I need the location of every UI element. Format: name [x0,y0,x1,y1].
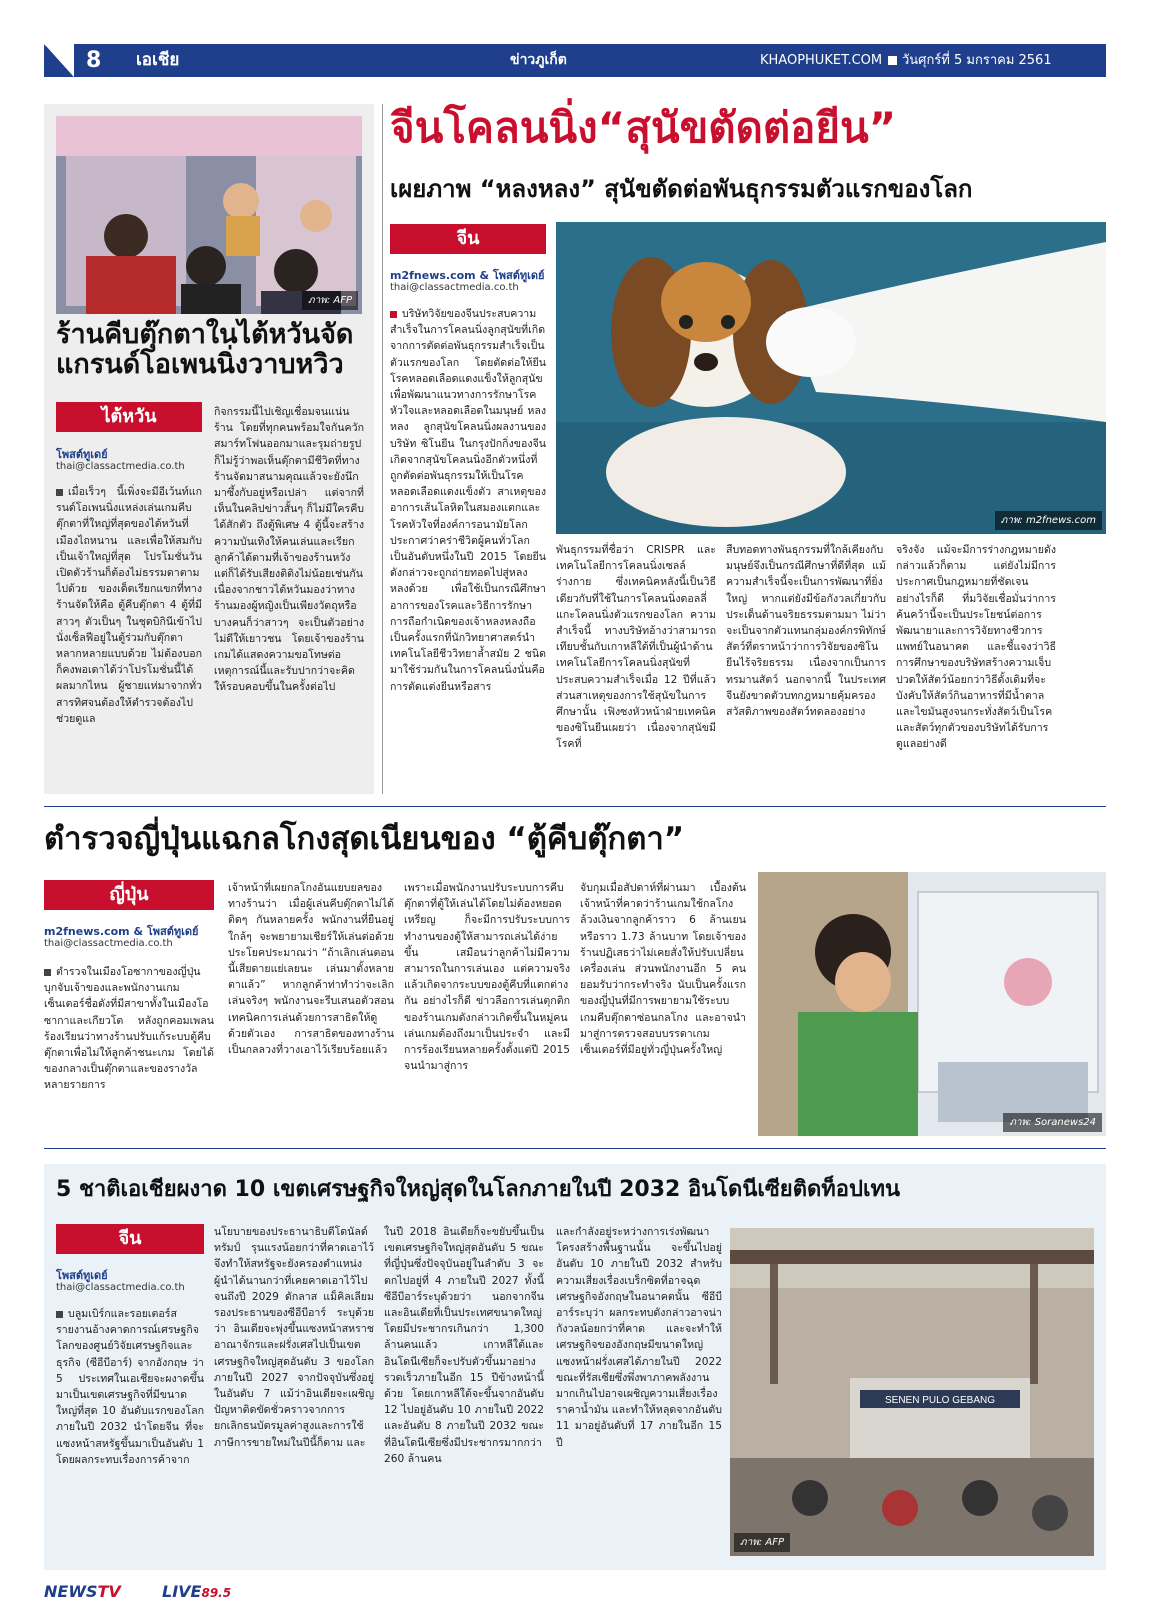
byline-email[interactable]: thai@classactmedia.co.th [44,938,173,949]
article-column: กิจกรรมนี้ไปเชิญเชื่อมจนแน่นร้าน โดยที่ทุกคนพร้อมใจกันควักสมาร์ทโฟนออกมาและรุมถ่ายรูป ก็ไม่รู้ว่าพอเห็นตุ๊กตามีชีวิตที่ทางร้านจัดมาสนามคุณแล้วจะยังนึกมาซึ้งกับอยู่หรือเปล่า แต่จากที่เห็นในคลิปข่าวสั้นๆ ก็ไม่มีใครคีบได้สักตัว ถึงตู้พิเศษ 4 ตู้นี้จะสร้างความบันเทิงให้คนเล่นและเรียกลูกค้าได้ตามที่เจ้าของร้านหวังแต่ก็ได้รับเสียงติติงไม่น้อยเช่นกัน เนื่องจากชาวไต้หวันมองว่าทางร้านมองผู้หญิงเป็นเพียงวัตถุหรือบางคนก็ว่าสาวๆ จะเป็นตัวอย่างไม่ดีให้เยาวชน โดยเจ้าของร้านเกมได้แสดงความขอโทษต่อเหตุการณ์นี้และรับปากว่าจะคิดให้รอบคอบขึ้นในครั้งต่อไป [214,406,364,694]
photo-credit: ภาพ: Soranews24 [1003,1113,1102,1132]
article-column: พันธุกรรมที่ชื่อว่า CRISPR และเทคโนโลยีการโคลนนิ่งเซลล์ร่างกาย ซึ่งเทคนิคหลังนี้เป็นวิธีเดียวกับที่ใช้ในการโคลนนิ่งดอลลี่ แกะโคลนนิ่งตัวแรกของโลก ความสำเร็จนี้ ทางบริษัทอ้างว่าสามารถเทียบชั้นกับเกาหลีใต้ที่เป็นผู้นำด้านเทคโนโลยีการโคลนนิ่งสุนัขที่ประสบความสำเร็จเมื่อ 12 ปีที่แล้ว ส่วนสาเหตุของการใช้สุนัขในการศึกษานั้น เฟิงซงหัวหน้าฝ่ายเทคนิคของซิโนยีนเผยว่า เนื่องจากสุนัขมีโรคที่ [556,544,716,751]
beagle-puppy-image [556,222,1106,534]
article-column: นโยบายของประธานาธิบดีโดนัลด์ ทรัมป์ รุนแรงน้อยกว่าที่คาดเอาไว้ จึงทำให้สหรัฐจะยังครองตำแหน่งผู้นำได้นานกว่าที่เคยคาดเอาไว้ไปจนถึงปี 2029 ดักลาส แม็คิลเลียม รองประธานของซีอีบีอาร์ ระบุด้วยว่า อินเดียจะพุ่งขึ้นแซงหน้าสหราชอาณาจักรและฝรั่งเศสไปเป็นเขตเศรษฐกิจใหญ่สุดอันดับ 3 ของโลกภายในปี 2027 จากปัจจุบันซึ่งอยู่ในอันดับ 7 แม้ว่าอินเดียจะเผชิญปัญหาติดขัดชั่วคราวจากการยกเลิกธนบัตรมูลค่าสูงและการใช้ภาษีการขายใหม่ในปีนี้ก็ตาม และ [214,1226,374,1449]
column-text: บลูมเบิร์กและรอยเตอร์สรายงานอ้างคาดการณ์เศรษฐกิจโลกของศูนย์วิจัยเศรษฐกิจและธุรกิจ (ซีอีบีอาร์) จากอังกฤษ ว่า 5 ประเทศในเอเชียจะผงาดขึ้นมาเป็นเขตเศรษฐกิจที่มีขนาดใหญ่ที่สุด 10 อันดับแรกของโลกภายในปี 2032 นำโดยจีน ที่จะแซงหน้าสหรัฐขึ้นมาเป็นอันดับ 1 โดยผลกระทบเรื่องการค้าจาก [56,1308,204,1466]
byline-email[interactable]: thai@classactmedia.co.th [56,461,185,472]
logo-text: TV [97,1582,121,1601]
japan-headline: ตำรวจญี่ปุ่นแฉกลโกงสุดเนียนของ “ตู้คีบตุ๊กตา” [44,821,685,857]
article-column [390,306,546,792]
section-rule [44,1148,1106,1149]
clone-headline: จีนโคลนนิ่ง“สุนัขตัดต่อยีน” [390,103,897,152]
logo-text: NEWS [44,1582,98,1601]
clone-subheadline: เผยภาพ “หลงหลง” สุนัขตัดต่อพันธุกรรมตัวแรกของโลก [390,175,973,203]
photo-credit: ภาพ: m2fnews.com [995,511,1102,530]
japan-photo [758,872,1106,1136]
byline: m2fnews.com & โพสต์ทูเดย์ [390,269,545,282]
article-column: เจ้าหน้าที่เผยกลโกงอันแยบยลของทางร้านว่า เมื่อผู้เล่นคีบตุ๊กตาไม่ได้ติดๆ กันหลายครั้ง พนักงานที่ยืนอยู่ใกล้ๆ จะพยายามเชียร์ให้เล่นต่อด้วยประโยคประมาณว่า “ถ้าเลิกเล่นตอนนี้เสียดายแย่เลยนะ เล่นมาตั้งหลายตาแล้ว” หากลูกค้าท่าทำว่าจะเลิกเล่นจริงๆ พนักงานจะรีบเสนอตัวสอนเทคนิคการเล่นด้วยการสาธิตให้ดูด้วยตัวเอง การสาธิตของทางร้านเป็นกลลวงที่วางเอาไว้เรียบร้อยแล้ว [228,882,394,1057]
byline: โพสต์ทูเดย์ [56,448,108,461]
article-column: ในปี 2018 อินเดียก็จะขยับขึ้นเป็นเขตเศรษฐกิจใหญ่สุดอันดับ 5 ขณะที่ญี่ปุ่นซึ่งปัจจุบันอยู่ในลำดับ 3 จะตกไปอยู่ที่ 4 ภายในปี 2027 ทั้งนี้ ซีอีบีอาร์ระบุด้วยว่า นอกจากจีนและอินเดียที่เป็นประเทศขนาดใหญ่โดยมีประชากรเกินกว่า 1,300 ล้านคนแล้ว เกาหลีใต้และอินโดนีเซียก็จะปรับตัวขึ้นมาอย่างรวดเร็วภายในอีก 15 ปีข้างหน้านี้ด้วย โดยเกาหลีใต้จะขึ้นจากอันดับ 12 ไปอยู่อันดับ 10 ภายในปี 2022 และอันดับ 8 ภายในปี 2032 ขณะที่อินโดนีเซียซึ่งมีประชากรมากกว่า 260 ล้านคน [384,1226,544,1465]
news1-tv-logo [44,1582,121,1601]
separator-square-icon [888,56,897,65]
byline-email[interactable]: thai@classactmedia.co.th [56,1282,185,1293]
bullet-square-icon [56,489,63,496]
byline-email[interactable]: thai@classactmedia.co.th [390,282,519,293]
bullet-square-icon [44,969,51,976]
article-column: สืบทอดทางพันธุกรรมที่ใกล้เคียงกับมนุษย์จึงเป็นกรณีศึกษาที่ดีที่สุด แม้ความสำเร็จนี้จะเป็นการพัฒนาที่ยิ่งใหญ่ หากแต่ยังมีข้อกังวลเกี่ยวกับประเด็นด้านจริยธรรมตามมา ไม่ว่าจะเป็นจากตัวแทนกลุ่มองค์กรพิทักษ์สัตว์ที่ตราหน้าว่าการวิจัยของซิโนยีนไร้จริยธรรม เนื่องจากเป็นการทรมานสัตว์ นอกจากนี้ ในประเทศจีนยังขาดตัวบทกฎหมายคุ้มครองสวัสดิภาพของสัตว์ทดลองอย่าง [726,544,886,719]
article-column [56,484,202,784]
issue-date: วันศุกร์ที่ 5 มกราคม 2561 [902,53,1052,68]
taiwan-photo [56,116,362,314]
section-rule [44,806,1106,807]
logo-text: LIVE [162,1582,202,1601]
bullet-square-icon [390,311,397,318]
column-text: เมื่อเร็วๆ นี้เพิ่งจะมีอีเว้นท์แกรนด์โอเพนนิ่งแหล่งเล่นเกมคีบตุ๊กตาที่ใหญ่ที่สุดของไต้หวันที่เมืองไถหนาน และเพื่อให้สมกับเป็นเจ้าใหญ่ที่สุด โปรโมชั่นวันเปิดตัวร้านก็ต้องไม่ธรรมดาตามไปด้วย ของเด็ดเรียกแขกที่ทางร้านจัดให้คือ ตู้คีบตุ๊กตา 4 ตู้ที่มีสาวๆ ตัวเป็นๆ ในชุดบิกินีเข้าไปนั่งเซ็ลฟีอยู่ในตู้ร่วมกับตุ๊กตาหลากหลายแบบด้วย ไม่ต้องบอกก็คงพอเดาได้ว่าโปรโมชั่นนี้ได้ผลมากไหน ผู้ชายแห่มาจากทั่วสารทิศจนต้องให้ตำรวจต้องไปช่วยดูแล [56,486,202,725]
economy-photo [730,1228,1094,1556]
byline: โพสต์ทูเดย์ [56,1269,108,1282]
column-text: ตำรวจในเมืองโอซากาของญี่ปุ่น บุกจับเจ้าของและพนักงานเกมเซ็นเตอร์ชื่อดังที่มีสาขาทั้งในเมืองโอซากาและเกียวโต หลังถูกคอมเพลนร้องเรียนว่าทางร้านปรับแก้ระบบตู้คีบตุ๊กตาเพื่อไม่ให้ลูกค้าชนะเกม โดยได้ของกลางเป็นตุ๊กตาและของรางวัลหลายรายการ [44,966,214,1092]
article-column: และกำลังอยู่ระหว่างการเร่งพัฒนาโครงสร้างพื้นฐานนั้น จะขึ้นไปอยู่อันดับ 10 ภายในปี 2032 สำหรับความเสี่ยงเรื่องเบร็กซิตที่อาจฉุดเศรษฐกิจอังกฤษในอนาคตนั้น ซีอีบีอาร์ระบุว่า ผลกระทบดังกล่าวอาจน่ากังวลน้อยกว่าที่คาด และจะทำให้เศรษฐกิจของอังกฤษมีขนาดใหญ่แซงหน้าฝรั่งเศสได้ภายในปี 2022 ขณะที่รัสเซียซึ่งพึ่งพาภาคพลังงานมากเกินไปอาจเผชิญความเสี่ยงเรื่องราคาน้ำมัน และทำให้หลุดจากอันดับ 11 มาอยู่อันดับที่ 17 ภายในอีก 15 ปี [556,1226,722,1449]
photo-credit: ภาพ: AFP [302,291,358,310]
article-column: จับกุมเมื่อสัปดาห์ที่ผ่านมา เบื้องต้นเจ้าหน้าที่คาดว่าร้านเกมใช้กลโกงล้วงเงินจากลูกค้าราว 6 ล้านเยน หรือราว 1.73 ล้านบาท โดยเจ้าของร้านปฏิเสธว่าไม่เคยสั่งให้ปรับเปลี่ยนเครื่องเล่น ส่วนพนักงานอีก 5 คน ยอมรับว่ากระทำจริง นับเป็นครั้งแรกของญี่ปุ่นที่มีการพยายามใช้ระบบเกมคีบตุ๊กตาซ่อนกลโกง และอาจนำมาสู่การตรวจสอบบรรดาเกมเซ็นเตอร์ที่มีอยู่ทั่วญี่ปุ่นครั้งใหญ่ [580,882,746,1057]
taiwan-headline [56,320,366,380]
byline: m2fnews.com & โพสต์ทูเดย์ [44,925,199,938]
article-column: เพราะเมื่อพนักงานปรับระบบการคีบตุ๊กตาที่ตู้ให้เล่นได้โดยไม่ต้องหยอดเหรียญ ก็จะมีการปรับระบบการทำงานของตู้ให้สามารถเล่นได้ง่ายขึ้น เสมือนว่าลูกค้าไม่มีความสามารถในการเล่นเอง แต่ความจริงแล้วเกิดจากระบบของตู้คีบที่แตกต่างกัน อย่างไรก็ดี ข่าวลือการเล่นตุกติกของร้านเกมดังกล่าวเกิดขึ้นในหมู่คนเล่นเกมต้องถึงมาเป็นประจำ และมีการร้องเรียนหลายครั้งตั้งแต่ปี 2015 จนนำมาสู่การ [404,882,570,1073]
region-tag: ญี่ปุ่น [44,880,214,910]
section-name: เอเชีย [136,50,180,70]
article-column [44,964,214,1130]
bullet-square-icon [56,1311,63,1318]
live-radio-logo [162,1582,231,1601]
corner-triangle-icon [44,44,74,77]
region-tag: จีน [56,1224,204,1254]
bus-destination-sign: SENEN PULO GEBANG [884,1395,996,1406]
region-tag: จีน [390,224,546,254]
article-column [56,1306,204,1562]
headline-line: แกรนด์โอเพนนิ่งวาบหวิว [56,349,344,381]
column-text: บริษัทวิจัยของจีนประสบความสำเร็จในการโคลนนิ่งลูกสุนัขที่เกิดจากการตัดต่อพันธุกรรมสำเร็จเป็นตัวแรกของโลก โดยตัดต่อให้ยีนโรคหลอดเลือดแดงแข็งให้ลูกสุนัขเพื่อพัฒนาแนวทางการรักษาโรคหัวใจและหลอดเลือดในมนุษย์ หลงหลง ลูกสุนัขโคลนนิ่งผลงานของ บริษัท ซิโนยีน ในกรุงปักกิ่งของจีน เกิดจากสุนัขโคลนนิ่งอีกตัวหนึ่งที่ถูกตัดต่อพันธุกรรมให้เป็นโรคหลอดเลือดแดงแข็งตัว สาเหตุของอาการเส้นโลหิตในสมองแตกและโรคหัวใจที่องค์การอนามัยโลกประกาศว่าคร่าชีวิตผู้คนทั่วโลกเป็นอันดับหนึ่งในปี 2015 โดยยีนดังกล่าวจะถูกถ่ายทอดไปสู่หลงหลงด้วย เพื่อใช้เป็นกรณีศึกษาอาการของโรคและวิธีการรักษา การถือกำเนิดของเจ้าหลงหลงถือเป็นครั้งแรกที่นักวิทยาศาสตร์นำเทคโนโลยีชีววิทยาล้ำสมัย 2 ชนิดมาใช้ร่วมกันในการโคลนนิ่งนั่นคือ การตัดแต่งยีนหรือสาร [390,308,546,693]
site-url[interactable]: KHAOPHUKET.COM [760,53,883,68]
boy-at-claw-machine-image [758,872,1106,1136]
article-column: จริงจัง แม้จะมีการร่างกฎหมายดังกล่าวแล้วก็ตาม แต่ยังไม่มีการประกาศเป็นกฎหมายที่ชัดเจน อย่างไรก็ดี ที่มวิจัยเชื่อมั่นว่าการค้นคว้านี้จะเป็นประโยชน์ต่อการพัฒนายาและการวิจัยทางชีวการแพทย์ในอนาคต และชี้แจงว่าวิธีการศึกษาของบริษัทสร้างความเจ็บปวดให้สัตว์น้อยกว่าวิธีดั้งเดิมที่จะบังคับให้สัตว์กินอาหารที่มีน้ำตาลและไขมันสูงจนกระทั่งสัตว์เป็นโรค และสัตว์ทุกตัวของบริษัทได้รับการดูแลอย่างดี [896,544,1056,751]
column-divider [382,104,383,794]
jakarta-traffic-image [730,1228,1094,1556]
header-corner-mark [44,44,74,77]
headline-line: ร้านคีบตุ๊กตาในไต้หวันจัด [56,319,354,350]
logo-text: 89.5 [201,1586,232,1600]
beagle-photo [556,222,1106,534]
photo-credit: ภาพ: AFP [734,1533,790,1552]
claw-machine-crowd-image [56,116,362,314]
page-number: 8 [86,48,102,73]
economy-headline: 5 ชาติเอเชียผงาด 10 เขตเศรษฐกิจใหญ่สุดในโลกภายในปี 2032 อินโดนีเซียติดท็อปเทน [56,1177,901,1202]
region-tag: ไต้หวัน [56,402,202,432]
newspaper-logo: ข่าวภูเก็ต [510,52,567,68]
